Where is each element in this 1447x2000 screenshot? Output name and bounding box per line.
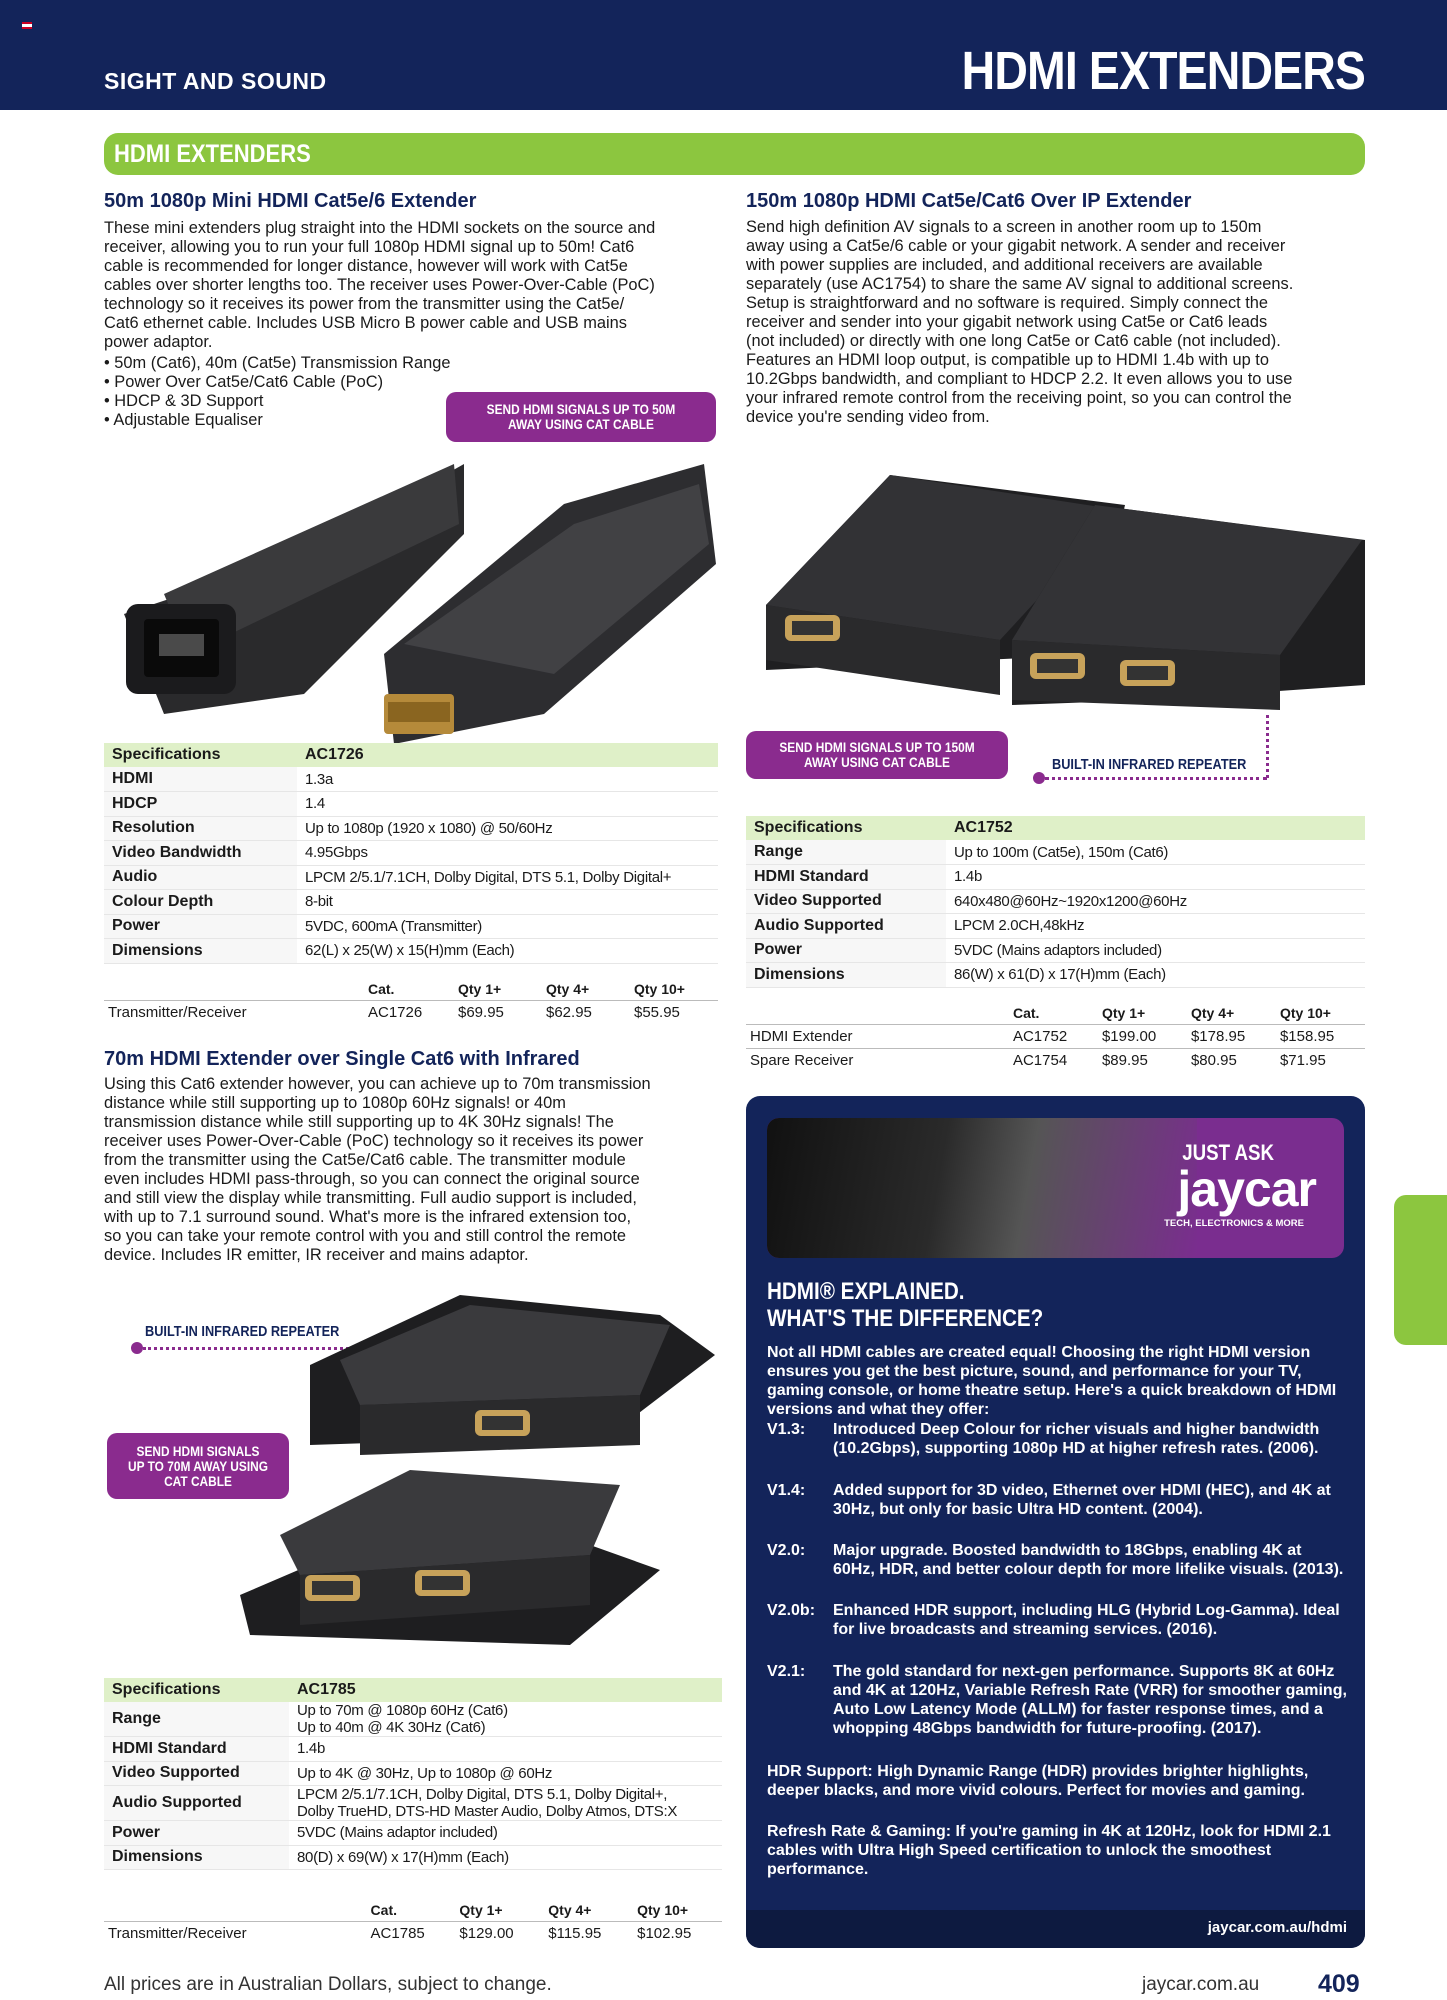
feature-list-mini [104,354,450,430]
description-line: receiver, allowing you to run your full 1080p HDMI signal up to 50m! Cat6 [104,238,635,256]
callout-dot [1033,772,1045,784]
spec-header-cat: AC1785 [289,1678,722,1702]
price-cat: AC1785 [367,1921,456,1945]
spec-key: Power [746,938,946,963]
spec-row [746,865,1365,890]
spec-row [104,890,718,915]
price-q1: $89.95 [1098,1048,1187,1072]
price-header-row [104,978,718,1000]
description-line: receiver and sender into your gigabit network using Cat5e or Cat6 leads [746,313,1268,331]
spec-row [104,1702,722,1737]
spec-row [104,841,718,866]
spec-key: Range [746,840,946,865]
price-cat: AC1726 [364,1000,454,1024]
callout-line-vertical [1266,715,1269,778]
spec-header-row [746,816,1365,840]
info-footer-link[interactable]: jaycar.com.au/hdmi [1207,1919,1347,1936]
spec-key: Range [104,1702,289,1737]
spec-key: Power [104,1821,289,1846]
price-table-ip [746,1002,1365,1072]
spec-key: HDMI [104,767,297,792]
spec-row [104,1737,722,1762]
info-heading-line: HDMI® EXPLAINED. [767,1278,965,1305]
page-title: HDMI EXTENDERS [961,41,1365,101]
price-header-cell: Qty 4+ [1187,1002,1276,1024]
description-line: with up to 7.1 surround sound. What's more is the infrared extension too, [104,1208,632,1226]
spec-header-row [104,743,718,767]
description-line: your infrared remote control from the receiving point, so you can control the [746,389,1292,407]
spec-key: Dimensions [104,939,297,964]
description-line: (not included) or directly with one long Cat5e or Cat6 cable (not included). [746,332,1281,350]
price-header-blank [104,1899,367,1921]
price-table-ir [104,1899,722,1945]
description-line: transmission distance while still supporting up to 4K 30Hz signals! The [104,1113,614,1131]
price-q4: $115.95 [544,1921,633,1945]
spec-value-line: 4.95Gbps [305,844,368,862]
spec-value-line: 1.4 [305,795,325,813]
spec-value [289,1737,722,1762]
spec-key: Audio Supported [104,1786,289,1821]
price-cat: AC1752 [1009,1024,1098,1048]
price-cat: AC1754 [1009,1048,1098,1072]
spec-value [946,865,1365,890]
version-item: V1.4: Added support for 3D video, Ethernet over HDMI (HEC), and 4K at 30Hz, but only for basic Ultra HD content. (2004). [767,1482,1331,1518]
spec-value-line: 5VDC (Mains adaptors included) [954,941,1162,959]
promo-pill-ip: SEND HDMI SIGNALS UP TO 150M AWAY USING CAT CABLE [746,731,1008,779]
feature-bullet: • Adjustable Equaliser [104,411,450,430]
spec-value-line: LPCM 2.0CH,48kHz [954,917,1085,935]
description-line: Using this Cat6 extender however, you can achieve up to 70m transmission [104,1075,651,1093]
price-q1: $129.00 [455,1921,544,1945]
flag-icon [22,22,32,29]
spec-value-line: 1.4b [297,1740,325,1758]
description-line: device you're sending video from. [746,408,990,426]
spec-key: HDCP [104,792,297,817]
price-header-cell: Qty 1+ [454,978,542,1000]
product-title-mini: 50m 1080p Mini HDMI Cat5e/6 Extender [104,190,477,212]
footer-url[interactable]: jaycar.com.au [1142,1974,1260,1995]
spec-value [297,792,718,817]
transmitter-unit-image [310,1295,715,1455]
spec-value-line: 1.3a [305,770,333,788]
spec-row [104,816,718,841]
product-description-ir [104,1075,724,1265]
spec-key: HDMI Standard [104,1737,289,1762]
category-band-label: HDMI EXTENDERS [114,140,311,168]
spec-header-cat: AC1752 [946,816,1365,840]
callout-dot [131,1342,143,1354]
feature-bullet: • HDCP & 3D Support [104,392,450,411]
spec-key: Audio Supported [746,914,946,939]
info-intro: Not all HDMI cables are created equal! Choosing the right HDMI version ensures you get the best picture, sound, and performance for your TV, gaming console, or home theatre setup. Here's a quick breakdown of HDMI versions and what they offer: [767,1344,1337,1418]
spec-table-ip [746,816,1365,988]
info-note-hdr: HDR Support: High Dynamic Range (HDR) provides brighter highlights, deeper blacks, and more vivid colours. Perfect for movies and gaming. [767,1763,1309,1799]
description-line: distance while still supporting up to 1080p 60Hz signals! or 40m [104,1094,566,1112]
product-photo-mini [104,444,724,744]
description-line: cable is recommended for longer distance, however will work with Cat5e [104,257,628,275]
spec-key: HDMI Standard [746,865,946,890]
price-header-cell: Qty 10+ [1276,1002,1365,1024]
price-q10: $71.95 [1276,1048,1365,1072]
spec-row [746,840,1365,865]
version-item: V2.0b: Enhanced HDR support, including HLG (Hybrid Log-Gamma). Ideal for live broadcasts and streaming services. (2016). [767,1602,1340,1638]
spec-header-label: Specifications [104,1678,289,1702]
spec-value [297,890,718,915]
product-photo-ip [750,455,1370,725]
description-line: 10.2Gbps bandwidth, and compliant to HDCP 2.2. It even allows you to use [746,370,1293,388]
description-line: Cat6 ethernet cable. Includes USB Micro B power cable and USB mains [104,314,627,332]
spec-key: Audio [104,865,297,890]
description-line: away using a Cat5e/6 cable or your gigabit network. A sender and receiver [746,237,1286,255]
category-band [104,133,1365,175]
section-side-tab [1394,1195,1447,1345]
spec-value-line: 80(D) x 69(W) x 17(H)mm (Each) [297,1848,509,1866]
spec-header-label: Specifications [746,816,946,840]
spec-value [289,1786,722,1821]
description-line: cables over shorter lengths too. The receiver uses Power-Over-Cable (PoC) [104,276,655,294]
description-line: technology so it receives its power from the transmitter using the Cat5e/ [104,295,625,313]
spec-row [104,1761,722,1786]
spec-value-line: Dolby TrueHD, DTS-HD Master Audio, Dolby Atmos, DTS:X [297,1803,678,1820]
price-row [104,1000,718,1024]
spec-key: Resolution [104,816,297,841]
callout-ir-repeater: BUILT-IN INFRARED REPEATER [145,1323,340,1340]
description-line: separately (use AC1754) to share the same AV signal to additional screens. [746,275,1294,293]
promo-pill-ir: SEND HDMI SIGNALS UP TO 70M AWAY USING CAT CABLE [107,1433,289,1499]
spec-row [104,792,718,817]
description-line: with power supplies are included, and additional receivers are available [746,256,1263,274]
spec-row [746,889,1365,914]
spec-value-line: LPCM 2/5.1/7.1CH, Dolby Digital, DTS 5.1, Dolby Digital+ [305,868,672,886]
price-row [746,1024,1365,1048]
spec-key: Video Bandwidth [104,841,297,866]
spec-row [104,865,718,890]
price-name: Transmitter/Receiver [104,1921,367,1945]
info-heading [767,1278,1043,1332]
spec-value [946,889,1365,914]
spec-row [104,914,718,939]
price-header-blank [104,978,364,1000]
spec-value [946,963,1365,988]
product-title-ir: 70m HDMI Extender over Single Cat6 with Infrared [104,1048,580,1070]
spec-key: Video Supported [746,889,946,914]
price-q4: $80.95 [1187,1048,1276,1072]
spec-row [746,963,1365,988]
spec-value-line: Up to 1080p (1920 x 1080) @ 50/60Hz [305,819,553,837]
spec-row [104,939,718,964]
price-header-cell: Cat. [364,978,454,1000]
spec-key: Power [104,914,297,939]
price-header-cell: Qty 10+ [630,978,718,1000]
product-title-ip: 150m 1080p HDMI Cat5e/Cat6 Over IP Extender [746,190,1192,212]
product-photo-ir [230,1285,730,1645]
price-q4: $178.95 [1187,1024,1276,1048]
spec-value [297,939,718,964]
spec-value [297,865,718,890]
description-line: power adaptor. [104,333,213,351]
feature-bullet: • 50m (Cat6), 40m (Cat5e) Transmission Range [104,354,450,373]
spec-value [289,1761,722,1786]
description-line: Setup is straightforward and no software is required. Simply connect the [746,294,1269,312]
price-header-row [746,1002,1365,1024]
price-header-cell: Qty 1+ [1098,1002,1187,1024]
spec-key: Dimensions [746,963,946,988]
spec-value [946,840,1365,865]
price-q10: $55.95 [630,1000,718,1024]
price-name: HDMI Extender [746,1024,1009,1048]
price-q4: $62.95 [542,1000,630,1024]
info-heading-line: WHAT'S THE DIFFERENCE? [767,1305,1044,1332]
price-q10: $102.95 [633,1921,722,1945]
spec-value-line: 5VDC, 600mA (Transmitter) [305,917,482,935]
price-header-cell: Qty 1+ [455,1899,544,1921]
callout-line [1045,777,1267,780]
spec-value [297,767,718,792]
hdmi-cable-photo [767,1118,1197,1258]
spec-value-line: 640x480@60Hz~1920x1200@60Hz [954,892,1187,910]
spec-value-line: 1.4b [954,868,982,886]
description-line: so you can take your remote control with you and still control the remote [104,1227,627,1245]
price-name: Transmitter/Receiver [104,1000,364,1024]
price-header-cell: Cat. [367,1899,456,1921]
spec-table-mini [104,743,718,964]
callout-ip-repeater: BUILT-IN INFRARED REPEATER [1052,756,1247,773]
description-line: Features an HDMI loop output, is compatible up to HDMI 1.4b with up to [746,351,1269,369]
price-header-cell: Qty 4+ [542,978,630,1000]
spec-row [746,914,1365,939]
spec-row [104,767,718,792]
section-label: SIGHT AND SOUND [104,68,327,94]
price-row [104,1921,722,1945]
just-ask-banner [767,1118,1344,1258]
spec-value [289,1821,722,1846]
spec-value [297,914,718,939]
product-description-ip [746,218,1366,427]
spec-value-line: Up to 70m @ 1080p 60Hz (Cat6) [297,1702,508,1719]
spec-value [289,1845,722,1870]
spec-value-line: 5VDC (Mains adaptor included) [297,1824,498,1842]
description-line: receiver uses Power-Over-Cable (PoC) technology so it receives its power [104,1132,644,1150]
spec-value-line: Up to 40m @ 4K 30Hz (Cat6) [297,1719,486,1736]
spec-value-line: 62(L) x 25(W) x 15(H)mm (Each) [305,942,515,960]
spec-header-cat: AC1726 [297,743,718,767]
spec-row [746,938,1365,963]
spec-header-label: Specifications [104,743,297,767]
version-item: V2.1: The gold standard for next-gen performance. Supports 8K at 60Hz and 4K at 120Hz, Variable Refresh Rate (VRR) for smoother gaming, Auto Low Latency Mode (ALLM) for faster response times, and a whopping 48Gbps bandwidth for future-proofing. (2017). [767,1663,1347,1737]
info-note-gaming: Refresh Rate & Gaming: If you're gaming in 4K at 120Hz, look for HDMI 2.1 cables with Ultra High Speed certification to unlock the smoothest performance. [767,1823,1331,1878]
price-header-row [104,1899,722,1921]
description-line: from the transmitter using the Cat5e/Cat6 cable. The transmitter module [104,1151,626,1169]
spec-key: Colour Depth [104,890,297,915]
jaycar-logo: jaycar [1177,1161,1316,1217]
price-q10: $158.95 [1276,1024,1365,1048]
price-q1: $199.00 [1098,1024,1187,1048]
spec-value-line: 86(W) x 61(D) x 17(H)mm (Each) [954,966,1166,984]
spec-row [104,1845,722,1870]
spec-value-line: LPCM 2/5.1/7.1CH, Dolby Digital, DTS 5.1, Dolby Digital+, [297,1786,668,1803]
version-item: V2.0: Major upgrade. Boosted bandwidth to 18Gbps, enabling 4K at 60Hz, HDR, and better colour depth for more lifelike visuals. (2013). [767,1542,1344,1578]
spec-table-ir [104,1678,722,1870]
price-disclaimer: All prices are in Australian Dollars, subject to change. [104,1974,552,1995]
price-header-cell: Qty 4+ [544,1899,633,1921]
feature-bullet: • Power Over Cat5e/Cat6 Cable (PoC) [104,373,450,392]
spec-value [289,1702,722,1737]
spec-value-line: Up to 4K @ 30Hz, Up to 1080p @ 60Hz [297,1764,553,1782]
description-line: and still view the display while transmitting. Full audio support is included, [104,1189,637,1207]
description-line: even includes HDMI pass-through, so you can connect the original source [104,1170,640,1188]
jaycar-tagline: TECH, ELECTRONICS & MORE [1164,1218,1304,1229]
spec-key: Dimensions [104,1845,289,1870]
price-name: Spare Receiver [746,1048,1009,1072]
description-line: Send high definition AV signals to a screen in another room up to 150m [746,218,1262,236]
spec-value-line: 8-bit [305,893,333,911]
price-table-mini [104,978,718,1024]
page-number: 409 [1318,1970,1360,1998]
spec-value-line: Up to 100m (Cat5e), 150m (Cat6) [954,843,1169,861]
price-row [746,1048,1365,1072]
spec-value [946,938,1365,963]
price-header-cell: Qty 10+ [633,1899,722,1921]
spec-value [297,841,718,866]
spec-row [104,1786,722,1821]
receiver-unit-image [240,1470,660,1645]
price-header-cell: Cat. [1009,1002,1098,1024]
spec-header-row [104,1678,722,1702]
spec-key: Video Supported [104,1761,289,1786]
info-footer [746,1910,1365,1948]
description-line: device. Includes IR emitter, IR receiver and mains adaptor. [104,1246,529,1264]
spec-value [297,816,718,841]
just-ask-label: JUST ASK [1182,1140,1274,1165]
product-description-mini [104,219,724,352]
description-line: These mini extenders plug straight into the HDMI sockets on the source and [104,219,656,237]
price-q1: $69.95 [454,1000,542,1024]
spec-value [946,914,1365,939]
spec-row [104,1821,722,1846]
price-header-blank [746,1002,1009,1024]
version-item: V1.3: Introduced Deep Colour for richer visuals and higher bandwidth (10.2Gbps), supporting 1080p HD at higher refresh rates. (2006). [767,1421,1320,1457]
promo-pill-mini: SEND HDMI SIGNALS UP TO 50M AWAY USING CAT CABLE [446,392,716,442]
